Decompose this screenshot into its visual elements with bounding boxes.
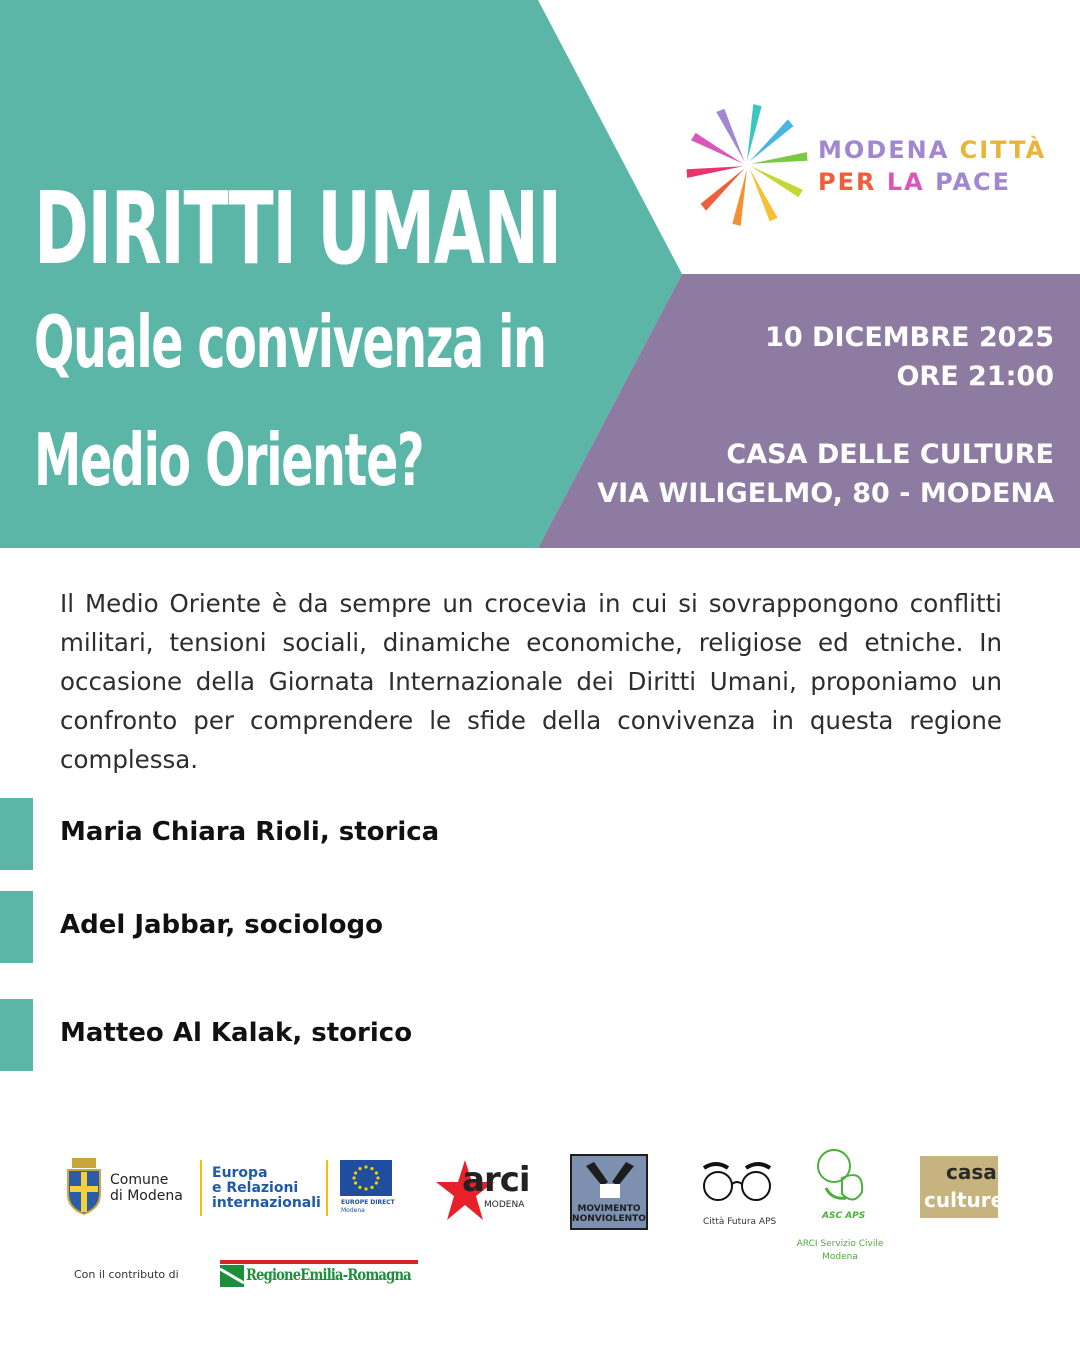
comune-crest-icon: [62, 1158, 106, 1216]
brand-line1: MODENA CITTÀ: [818, 136, 1047, 164]
movimento-nonviolento-logo: MOVIMENTO NONVIOLENTO: [570, 1154, 648, 1230]
regione-logo: RegioneEmilia-Romagna: [220, 1260, 418, 1288]
arci-city: MODENA: [484, 1200, 525, 1210]
event-date: 10 DICEMBRE 2025: [765, 322, 1054, 353]
intro-paragraph: Il Medio Oriente è da sempre un crocevia in cui si sovrappongono conflitti militari, tensioni sociali, dinamiche economiche, religiose ed etniche. In occasione della Giornata Internazionale dei Diritti Umani, proponiamo un confronto per comprendere le sfide della convivenza in questa regione complessa.: [60, 589, 1002, 774]
arci-servizio-civile-label: ARCI Servizio Civile Modena: [796, 1239, 884, 1262]
speaker-3: Matteo Al Kalak, storico: [60, 1018, 413, 1048]
event-time: ORE 21:00: [896, 361, 1054, 392]
glasses-icon: [700, 1160, 774, 1202]
speaker-marker: [0, 798, 33, 870]
event-subtitle-line1: Quale convivenza in: [34, 300, 546, 384]
regione-flag-icon: [220, 1265, 244, 1287]
brand-line2: PER LA PACE: [818, 168, 1012, 196]
europe-direct-label: EUROPE DIRECT: [341, 1199, 395, 1206]
speaker-1: Maria Chiara Rioli, storica: [60, 817, 440, 847]
pinwheel-icon: [684, 102, 810, 228]
speaker-marker: [0, 891, 33, 963]
broken-rifle-icon: [582, 1160, 638, 1200]
event-title: DIRITTI UMANI: [34, 170, 561, 287]
butterfly-icon: [812, 1148, 868, 1208]
speaker-2: Adel Jabbar, sociologo: [60, 910, 384, 940]
speaker-marker: [0, 999, 33, 1071]
contributo-label: Con il contributo di: [74, 1268, 179, 1281]
asc-label: ASC APS: [822, 1211, 866, 1221]
citta-futura-label: Città Futura APS: [703, 1217, 777, 1227]
event-address: VIA WILIGELMO, 80 - MODENA: [597, 478, 1054, 509]
divider: [326, 1160, 328, 1216]
europe-direct-city: Modena: [341, 1207, 365, 1214]
arci-logo: arci: [462, 1160, 530, 1200]
comune-logo: Comune di Modena: [110, 1172, 183, 1204]
europa-logo: Europa e Relazioni internazionali: [212, 1165, 321, 1211]
divider: [200, 1160, 202, 1216]
eu-flag-icon: [340, 1160, 392, 1196]
event-venue: CASA DELLE CULTURE: [726, 439, 1054, 470]
casa-culture-logo: casa culture: [920, 1156, 998, 1218]
event-subtitle-line2: Medio Oriente?: [34, 418, 424, 502]
